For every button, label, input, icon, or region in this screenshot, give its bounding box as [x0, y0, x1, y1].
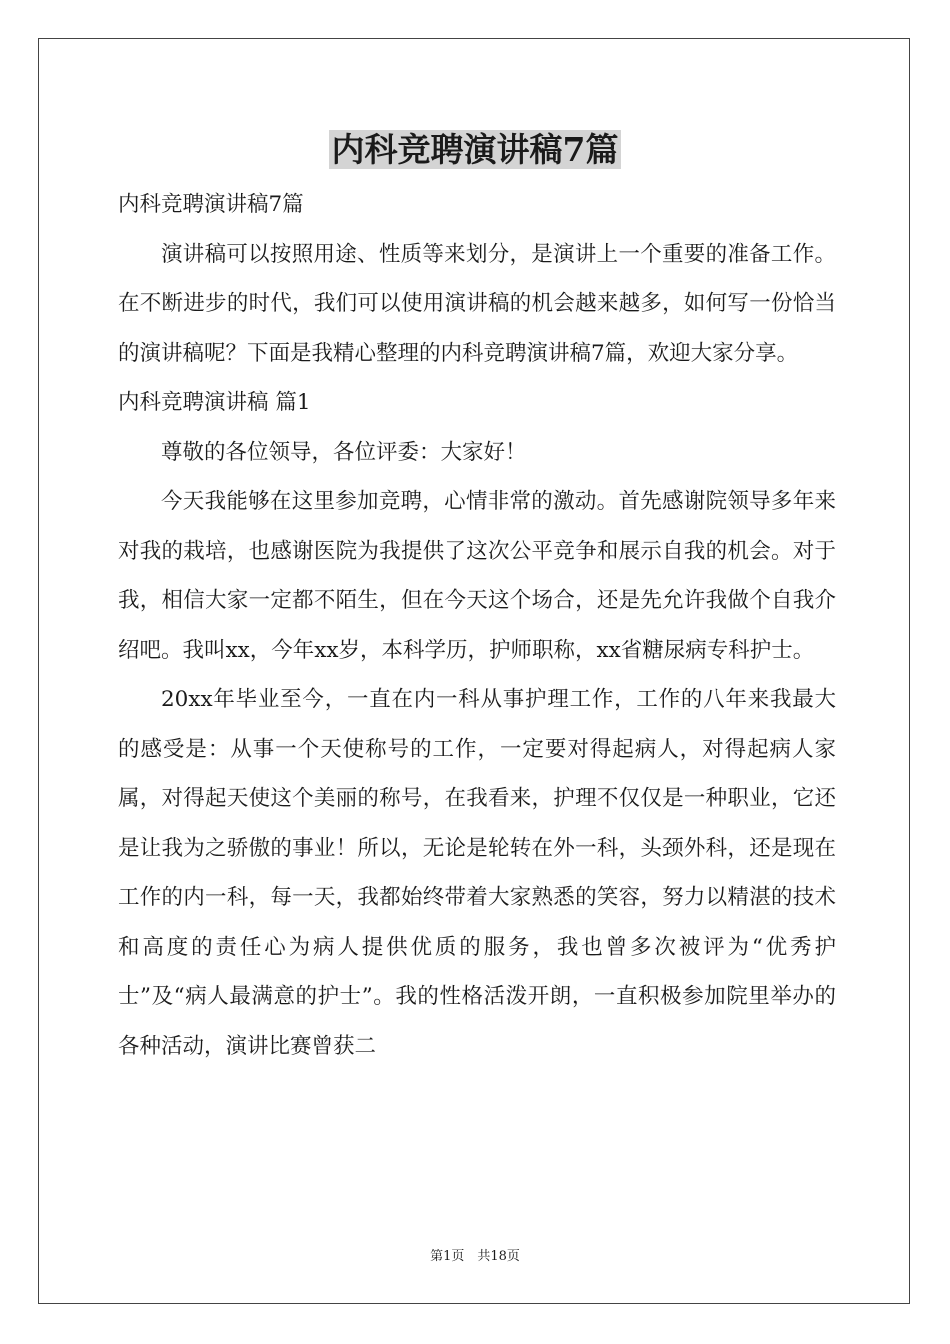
salutation-paragraph: 尊敬的各位领导，各位评委：大家好！ — [161, 439, 527, 465]
page-footer: 第1页 共18页 — [430, 1249, 520, 1264]
section-heading: 内科竞聘演讲稿 篇1 — [118, 390, 311, 415]
document-title-text: 内科竞聘演讲稿7篇 — [329, 130, 622, 169]
document-body — [118, 180, 836, 1071]
body-paragraph: 今天我能够在这里参加竞聘，心情非常的激动。首先感谢院领导多年来对我的栽培，也感谢医院为我提供了这次公平竞争和展示自我的机会。对于我，相信大家一定都不陌生，但在今天这个场合，还是先允许我做个自我介绍吧。我叫xx，今年xx岁，本科学历，护师职称，xx省糖尿病专科护士。 — [118, 489, 836, 663]
document-title — [0, 128, 950, 172]
subtitle-paragraph: 内科竞聘演讲稿7篇 — [118, 192, 304, 217]
body-paragraph: 20xx年毕业至今，一直在内一科从事护理工作，工作的八年来我最大的感受是：从事一个天使称号的工作，一定要对得起病人，对得起病人家属，对得起天使这个美丽的称号，在我看来，护理不仅仅是一种职业，它还是让我为之骄傲的事业！所以，无论是轮转在外一科，头颈外科，还是现在工作的内一科，每一天，我都始终带着大家熟悉的笑容，努力以精湛的技术和高度的责任心为病人提供优质的服务，我也曾多次被评为“优秀护士”及“病人最满意的护士”。我的性格活泼开朗，一直积极参加院里举办的各种活动，演讲比赛曾获二 — [118, 687, 836, 1059]
intro-paragraph: 演讲稿可以按照用途、性质等来划分，是演讲上一个重要的准备工作。在不断进步的时代，我们可以使用演讲稿的机会越来越多，如何写一份恰当的演讲稿呢？下面是我精心整理的内科竞聘演讲稿7篇，欢迎大家分享。 — [118, 241, 836, 366]
